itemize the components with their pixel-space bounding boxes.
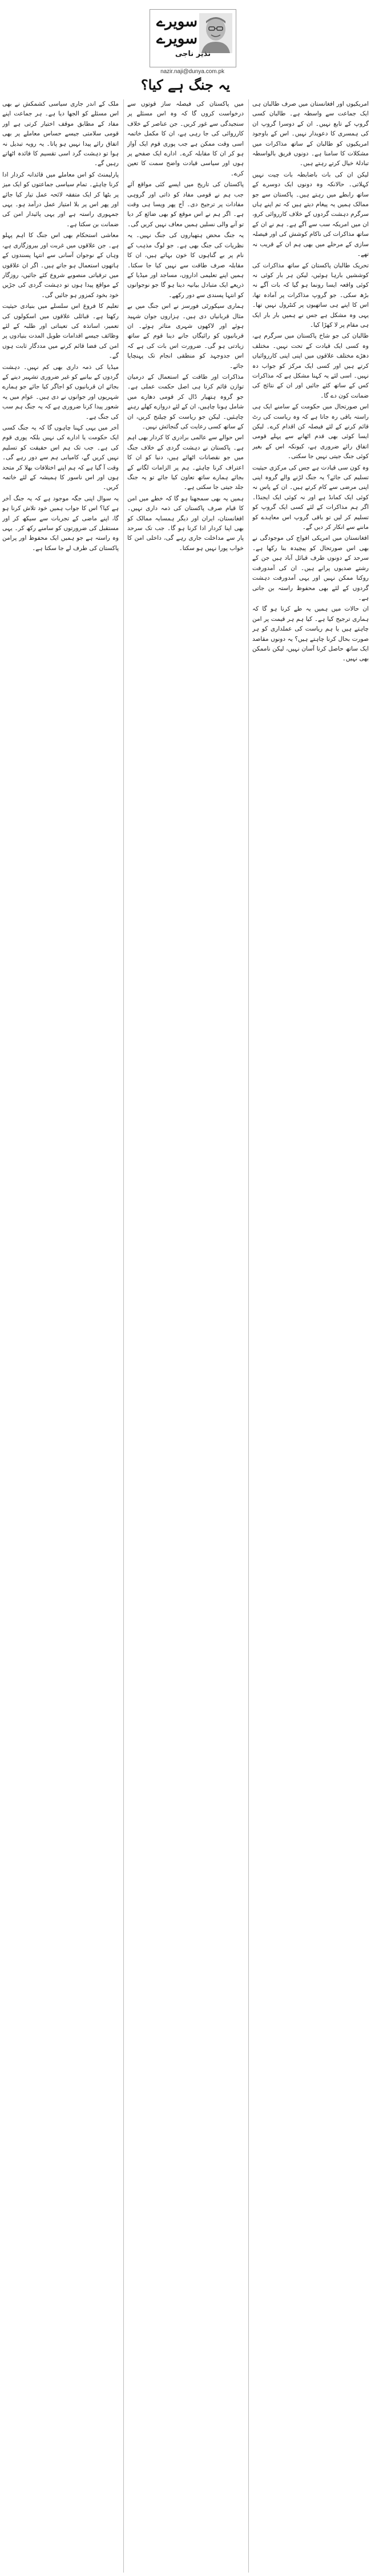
paragraph: اس حوالے سے عالمی برادری کا کردار بھی اہم ہے۔ پاکستان نے دہشت گردی کے خلاف جنگ میں جو نقصانات اٹھائے ہیں، دنیا کو ان کا اعتراف کرنا چاہئے۔ ہم پر الزامات لگانے کے بجائے ہمارے ساتھ تعاون کیا جائے تو یہ جنگ جلد جیتی جا سکتی ہے۔ [127, 434, 244, 491]
article-column-1 [252, 99, 369, 2573]
article-headline: یہ جنگ ہے کیا؟ [140, 77, 231, 93]
author-name: نذیر ناجی [175, 50, 211, 58]
paragraph: تحریک طالبان پاکستان کے ساتھ مذاکرات کی کوششیں بارہا ہوئیں، لیکن ہر بار کوئی نہ کوئی واقعہ ایسا رونما ہو گیا کہ بات آگے نہ بڑھ سکی۔ جو گروپ مذاکرات پر آمادہ تھا، اس کا اپنے ہی ساتھیوں پر کنٹرول نہیں تھا۔ یہی وہ مشکل ہے جس نے ہمیں بار بار ایک ہی مقام پر لا کھڑا کیا۔ [252, 262, 369, 328]
author-email: nazir.naji@dunya.com.pk [160, 69, 224, 75]
paragraph: ان حالات میں ہمیں یہ طے کرنا ہو گا کہ ہماری ترجیح کیا ہے۔ کیا ہم ہر قیمت پر امن چاہتے ہیں یا ہم ریاست کی عملداری کو ہر صورت بحال کرنا چاہتے ہیں؟ یہ دونوں مقاصد ایک ساتھ حاصل کرنا آسان نہیں، لیکن ناممکن بھی نہیں۔ [252, 605, 369, 663]
paragraph: میں پاکستان کی فیصلہ ساز قوتوں سے درخواست کروں گا کہ وہ اس مسئلے پر سنجیدگی سے غور کریں۔ جن عناصر کے خلاف کارروائی کی جا رہی ہے، ان کا مکمل خاتمہ اسی وقت ممکن ہے جب پوری قوم ایک آواز ہو کر ان کا مقابلہ کرے۔ ادارے ایک صفحے پر ہوں اور سیاسی قیادت واضح سمت کا تعین کرے۔ [127, 101, 244, 177]
paragraph: میڈیا کی ذمہ داری بھی کم نہیں۔ دہشت گردوں کے بیانیے کو غیر ضروری تشہیر دینے کے بجائے ان قربانیوں کو اجاگر کیا جائے جو ہمارے شہریوں اور جوانوں نے دی ہیں۔ عوام میں یہ شعور پیدا کرنا ضروری ہے کہ یہ جنگ ہم سب کی جنگ ہے۔ [2, 363, 119, 420]
column-divider [248, 99, 249, 2573]
column-divider [123, 99, 124, 2573]
paragraph: پارلیمنٹ کو اس معاملے میں قائدانہ کردار ادا کرنا چاہئے۔ تمام سیاسی جماعتوں کو ایک میز پر بٹھا کر ایک متفقہ لائحہ عمل تیار کیا جائے اور پھر اس پر بلا امتیاز عمل درآمد ہو۔ یہی جمہوری راستہ ہے اور یہی پائیدار امن کی ضمانت بن سکتا ہے۔ [2, 171, 119, 228]
paragraph: ملک کے اندر جاری سیاسی کشمکش نے بھی اس مسئلے کو الجھا دیا ہے۔ ہر جماعت اپنے مفاد کے مطابق موقف اختیار کرتی ہے اور قومی سلامتی جیسے حساس معاملے پر بھی اتفاق رائے پیدا نہیں ہو پاتا۔ یہ رویہ تبدیل نہ ہوا تو دہشت گرد اسی تقسیم کا فائدہ اٹھاتے رہیں گے۔ [2, 101, 119, 167]
paragraph: معاشی استحکام بھی اس جنگ کا اہم پہلو ہے۔ جن علاقوں میں غربت اور بیروزگاری ہے، وہاں کے نوجوان آسانی سے انتہا پسندوں کے ہاتھوں استعمال ہو جاتے ہیں۔ اگر ان علاقوں میں ترقیاتی منصوبے شروع کئے جائیں، روزگار کے مواقع پیدا ہوں تو دہشت گردی کی جڑیں خود بخود کمزور ہو جائیں گی۔ [2, 232, 119, 299]
column-logo: سویرے سویرے [156, 13, 198, 47]
column-header [0, 0, 371, 97]
paragraph: یہ جنگ محض ہتھیاروں کی جنگ نہیں۔ یہ نظریات کی جنگ بھی ہے۔ جو لوگ مذہب کے نام پر بے گناہوں کا خون بہاتے ہیں، ان کا مقابلہ صرف طاقت سے نہیں کیا جا سکتا۔ ہمیں اپنے تعلیمی اداروں، مساجد اور میڈیا کے ذریعے ایک متبادل بیانیہ دینا ہو گا جو نوجوانوں کو انتہا پسندی سے دور رکھے۔ [127, 232, 244, 299]
paragraph: مذاکرات اور طاقت کے استعمال کے درمیان توازن قائم کرنا ہی اصل حکمت عملی ہے۔ جو گروہ ہتھیار ڈال کر قومی دھارے میں شامل ہونا چاہیں، ان کے لئے دروازے کھلے رہنے چاہئیں۔ لیکن جو ریاست کو چیلنج کریں، ان کے ساتھ کسی رعایت کی گنجائش نہیں۔ [127, 373, 244, 430]
article-column-3 [2, 99, 119, 2573]
paragraph: لیکن ان کی بات باضابطہ بات چیت نہیں کہلاتی۔ حالانکہ وہ دونوں ایک دوسرے کے ساتھ رابطے میں رہتے ہیں۔ پاکستان سے جو ممالک ہمیں یہ پیغام دیتے ہیں کہ تم اپنے ہاں سرگرم دہشت گردوں کے خلاف کارروائی کرو، ان میں امریکہ سب سے آگے ہے۔ ہم نے ان کے ساتھ مذاکرات کی ناکام کوشش کی اور فیصلہ سازی کے مرحلے میں بھی ہم ان کے قریب نہ تھے۔ [252, 171, 369, 258]
paragraph: ہماری سیکورٹی فورسز نے اس جنگ میں بے مثال قربانیاں دی ہیں۔ ہزاروں جوان شہید ہوئے اور لاکھوں شہری متاثر ہوئے۔ ان قربانیوں کو رائیگاں جانے دینا قوم کے ساتھ زیادتی ہو گی۔ ضرورت اس بات کی ہے کہ اس جدوجہد کو منطقی انجام تک پہنچایا جائے۔ [127, 303, 244, 370]
paragraph: آخر میں یہی کہنا چاہوں گا کہ یہ جنگ کسی ایک حکومت یا ادارے کی نہیں بلکہ پوری قوم کی ہے۔ جب تک ہم اس حقیقت کو تسلیم نہیں کریں گے، کامیابی ہم سے دور رہے گی۔ وقت آ گیا ہے کہ ہم اپنے اختلافات بھلا کر متحد ہوں اور اس ناسور کا ہمیشہ کے لئے خاتمہ کریں۔ [2, 424, 119, 491]
article-columns [2, 99, 369, 2573]
author-photo [199, 13, 232, 53]
paragraph: اس صورتحال میں حکومت کے سامنے ایک ہی راستہ باقی رہ جاتا ہے کہ وہ ریاست کی رٹ قائم کرنے کے لئے فیصلہ کن اقدام کرے۔ لیکن ایسا کوئی بھی قدم اٹھانے سے پہلے قومی اتفاق رائے ضروری ہے، کیونکہ اس کے بغیر کوئی جنگ جیتی نہیں جا سکتی۔ [252, 403, 369, 460]
paragraph: وہ کون سی قیادت ہے جس کی مرکزی حیثیت تسلیم کی جائے؟ یہ جنگ لڑنے والے گروہ اپنی اپنی مرضی سے کام کرتے ہیں۔ ان کے پاس نہ کوئی ایک کمانڈ ہے اور نہ کوئی ایک ایجنڈا۔ اگر ہم مذاکرات کے لئے کسی ایک گروپ کو تسلیم کر لیں تو باقی گروپ اس معاہدے کو ماننے سے انکار کر دیں گے۔ [252, 464, 369, 531]
paragraph: پاکستان کی تاریخ میں ایسے کئی مواقع آئے جب ہم نے قومی مفاد کو ذاتی اور گروہی مفادات پر ترجیح دی۔ آج پھر ویسا ہی وقت ہے۔ اگر ہم نے اس موقع کو بھی ضائع کر دیا تو آنے والی نسلیں ہمیں معاف نہیں کریں گی۔ [127, 181, 244, 228]
paragraph: تعلیم کا فروغ اس سلسلے میں بنیادی حیثیت رکھتا ہے۔ قبائلی علاقوں میں اسکولوں کی تعمیر، اساتذہ کی تعیناتی اور طلبہ کے لئے وظائف جیسے اقدامات طویل المدت بنیادوں پر امن کی فضا قائم کرنے میں مددگار ثابت ہوں گے۔ [2, 303, 119, 360]
paragraph: امریکیوں اور افغانستان میں صرف طالبان ہی ایک جماعت سے واسطہ ہے۔ طالبان کسی گروپ کے تابع نہیں۔ ان کے دوسرا گروپ ان کی ہمسری کا دعویدار نہیں۔ اس کے باوجود امریکیوں کو طالبان کے ساتھ مذاکرات میں مشکلات کا سامنا ہے۔ دونوں فریق بالواسطہ تبادلۂ خیال کرتے رہتے ہیں۔ [252, 101, 369, 167]
paragraph: طالبان کی جو شاخ پاکستان میں سرگرم ہے، وہ کسی ایک قیادت کے تحت نہیں۔ مختلف دھڑے مختلف علاقوں میں اپنی اپنی کارروائیاں کرتے ہیں اور کسی ایک مرکز کو جواب دہ نہیں۔ اسی لئے یہ کہنا مشکل ہے کہ مذاکرات کس کے ساتھ کئے جائیں اور ان کے نتائج کی ضمانت کون دے گا۔ [252, 332, 369, 399]
column-masthead [150, 9, 236, 67]
paragraph: ہمیں یہ بھی سمجھنا ہو گا کہ خطے میں امن کا قیام صرف پاکستان کی ذمہ داری نہیں۔ افغانستان، ایران اور دیگر ہمسایہ ممالک کو بھی اپنا کردار ادا کرنا ہو گا۔ جب تک سرحد پار سے مداخلت جاری رہے گی، داخلی امن کا خواب پورا نہیں ہو سکتا۔ [127, 495, 244, 552]
paragraph: افغانستان میں امریکی افواج کی موجودگی نے بھی اس صورتحال کو پیچیدہ بنا رکھا ہے۔ سرحد کے دونوں طرف قبائل آباد ہیں جن کے رشتے صدیوں پرانے ہیں۔ ان کی آمدورفت روکنا ممکن نہیں اور یہی آمدورفت دہشت گردوں کے لئے بھی محفوظ راستہ بن جاتی ہے۔ [252, 535, 369, 601]
paragraph: یہ سوال اپنی جگہ موجود ہے کہ یہ جنگ آخر ہے کیا؟ اس کا جواب ہمیں خود تلاش کرنا ہو گا، اپنے ماضی کے تجربات سے سیکھ کر اور مستقبل کی ضرورتوں کو سامنے رکھ کر۔ یہی وہ راستہ ہے جو ہمیں ایک محفوظ اور پرامن پاکستان کی طرف لے جا سکتا ہے۔ [2, 495, 119, 552]
article-column-2 [127, 99, 244, 2573]
